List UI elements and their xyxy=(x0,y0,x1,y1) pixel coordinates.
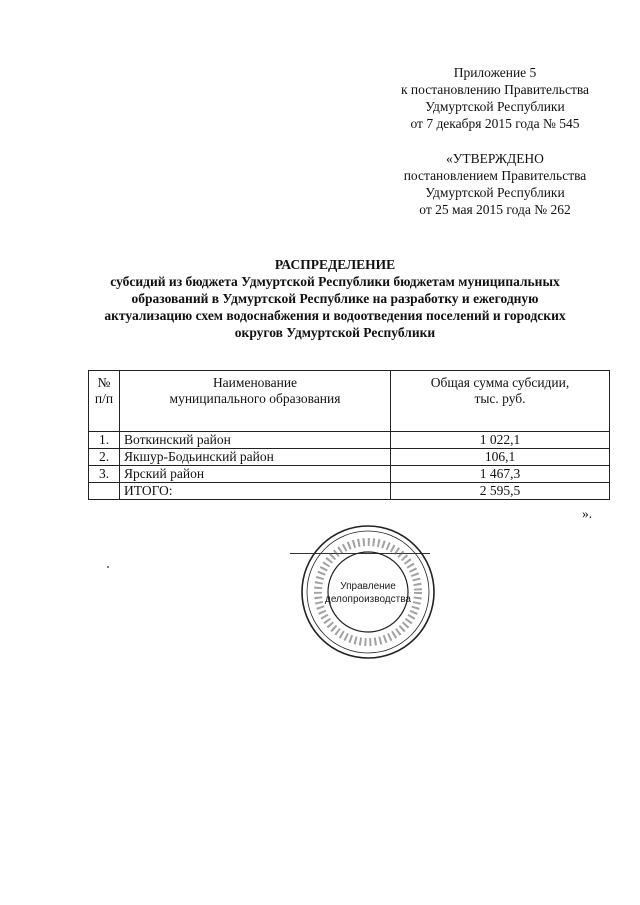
header-num-line1: № xyxy=(97,375,111,390)
appendix-block xyxy=(380,64,610,132)
table-row xyxy=(89,449,610,466)
closing-quote: ». xyxy=(582,506,593,521)
header-num xyxy=(89,371,120,432)
title-line: актуализацию схем водоснабжения и водоотведения поселений и городских xyxy=(104,308,566,323)
approved-block xyxy=(380,150,610,218)
row-value: 1 467,3 xyxy=(391,466,610,483)
row-value: 106,1 xyxy=(391,449,610,466)
title-line: образований в Удмуртской Республике на разработку и ежегодную xyxy=(131,291,539,306)
header-sum-line2: тыс. руб. xyxy=(474,391,526,406)
row-num: 1. xyxy=(89,432,120,449)
appendix-line: к постановлению Правительства xyxy=(400,82,590,97)
header-name-line1: Наименование xyxy=(212,375,298,390)
approved-line: от 25 мая 2015 года № 262 xyxy=(419,202,571,217)
total-num xyxy=(89,483,120,500)
document-title xyxy=(70,256,600,341)
header-name xyxy=(120,371,391,432)
appendix-line: Удмуртской Республики xyxy=(425,99,565,114)
official-stamp xyxy=(298,522,438,662)
table-row xyxy=(89,466,610,483)
row-num: 2. xyxy=(89,449,120,466)
row-num: 3. xyxy=(89,466,120,483)
title-line: субсидий из бюджета Удмуртской Республики бюджетам муниципальных xyxy=(110,274,560,289)
appendix-line: от 7 декабря 2015 года № 545 xyxy=(410,116,580,131)
row-name: Якшур-Бодьинский район xyxy=(120,449,391,466)
distribution-table xyxy=(88,370,610,500)
stamp-inner-ring xyxy=(328,552,408,632)
approved-line: «УТВЕРЖДЕНО xyxy=(446,151,544,166)
header-num-line2: п/п xyxy=(94,391,114,406)
table-row xyxy=(89,432,610,449)
header-sum xyxy=(391,371,610,432)
row-value: 1 022,1 xyxy=(391,432,610,449)
approved-line: постановлением Правительства xyxy=(403,168,587,183)
title-line: округов Удмуртской Республики xyxy=(234,325,436,340)
appendix-line: Приложение 5 xyxy=(453,65,537,80)
total-label: ИТОГО: xyxy=(120,483,391,500)
row-name: Ярский район xyxy=(120,466,391,483)
stamp-label-line1: Управление xyxy=(340,581,396,592)
header-name-line2: муниципального образования xyxy=(169,391,341,406)
header-sum-line1: Общая сумма субсидии, xyxy=(430,375,570,390)
table-header-row xyxy=(89,371,610,432)
approved-line: Удмуртской Республики xyxy=(425,185,565,200)
stamp-circular-text xyxy=(318,542,418,642)
stamp-label-line2: делопроизводства xyxy=(324,594,412,605)
title-heading: РАСПРЕДЕЛЕНИЕ xyxy=(274,257,396,272)
scan-speck xyxy=(107,566,109,568)
stamp-outer-ring-inner xyxy=(307,531,429,653)
table-total-row xyxy=(89,483,610,500)
row-name: Воткинский район xyxy=(120,432,391,449)
total-value: 2 595,5 xyxy=(391,483,610,500)
